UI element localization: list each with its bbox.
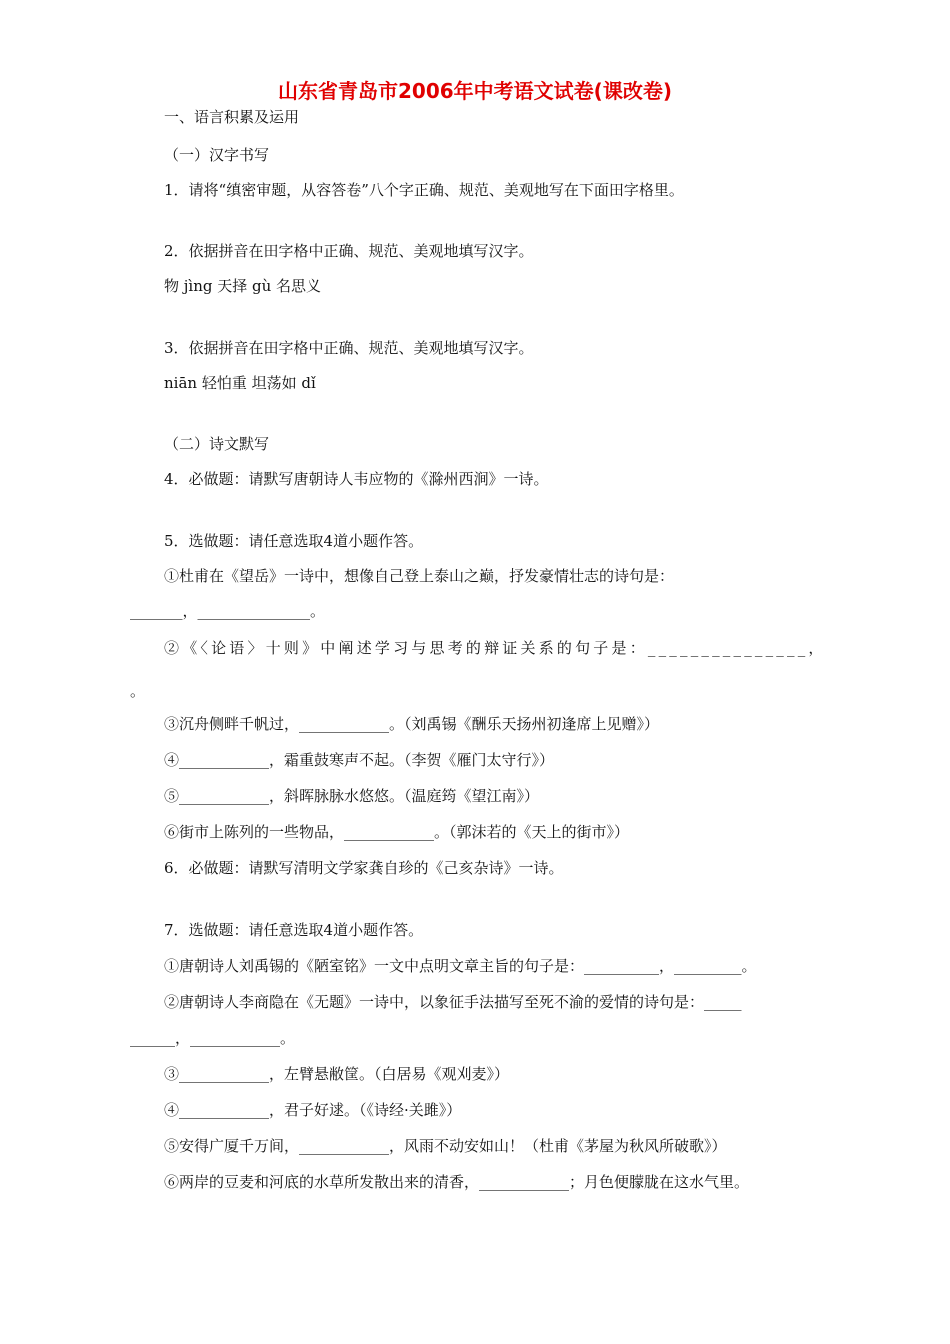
question-5-item-1: ①杜甫在《望岳》一诗中，想像自己登上泰山之巅，抒发豪情壮志的诗句是： [164, 567, 675, 585]
question-2-items: 物 jìng 天择 gù 名思义 [164, 277, 322, 295]
question-7-item-6: ⑥两岸的豆麦和河底的水草所发散出来的清香，____________；月色便朦胧在这水气里。 [164, 1173, 750, 1191]
question-5-item-6: ⑥街市上陈列的一些物品，____________。（郭沫若的《天上的街市》） [164, 823, 630, 841]
question-5-item-2: ②《〈论语〉十则》中阐述学习与思考的辩证关系的句子是：_______________， [164, 639, 827, 657]
section-heading: 一、语言积累及运用 [164, 108, 300, 126]
question-5-item-3: ③沉舟侧畔千帆过，____________。（刘禹锡《酬乐天扬州初逢席上见赠》） [164, 715, 660, 733]
question-4: 4．必做题：请默写唐朝诗人韦应物的《滁州西涧》一诗。 [164, 470, 549, 488]
question-1: 1．请将“缜密审题，从容答卷”八个字正确、规范、美观地写在下面田字格里。 [164, 181, 684, 199]
question-7-item-4: ④____________，君子好逑。（《诗经·关雎》） [164, 1101, 462, 1119]
question-7-item-1: ①唐朝诗人刘禹锡的《陋室铭》一文中点明文章主旨的句子是：__________，_________。 [164, 957, 757, 975]
question-5-item-5: ⑤____________，斜晖脉脉水悠悠。（温庭筠《望江南》） [164, 787, 540, 805]
question-3-items: niān 轻怕重 坦荡如 dǐ [164, 374, 316, 392]
question-7-item-2-blanks: ______，____________。 [130, 1029, 296, 1047]
question-5-item-2-end: 。 [130, 682, 146, 700]
question-5-item-4: ④____________，霜重鼓寒声不起。（李贺《雁门太守行》） [164, 751, 555, 769]
question-2: 2．依据拼音在田字格中正确、规范、美观地填写汉字。 [164, 242, 534, 260]
question-3: 3．依据拼音在田字格中正确、规范、美观地填写汉字。 [164, 339, 534, 357]
question-6: 6．必做题：请默写清明文学家龚自珍的《己亥杂诗》一诗。 [164, 859, 564, 877]
question-5: 5．选做题：请任意选取4道小题作答。 [164, 532, 424, 550]
part-heading: （二）诗文默写 [164, 435, 270, 453]
question-7-item-5: ⑤安得广厦千万间，____________，风雨不动安如山！（杜甫《茅屋为秋风所破歌》） [164, 1137, 727, 1155]
question-7-item-3: ③____________，左臂悬敝筐。（白居易《观刈麦》） [164, 1065, 510, 1083]
page-title: 山东省青岛市2006年中考语文试卷(课改卷) [278, 79, 672, 103]
question-5-item-1-blanks: _______，_______________。 [130, 602, 326, 620]
question-7-item-2: ②唐朝诗人李商隐在《无题》一诗中，以象征手法描写至死不渝的爱情的诗句是：_____ [164, 993, 742, 1011]
part-heading: （一）汉字书写 [164, 146, 270, 164]
question-7: 7．选做题：请任意选取4道小题作答。 [164, 921, 424, 939]
